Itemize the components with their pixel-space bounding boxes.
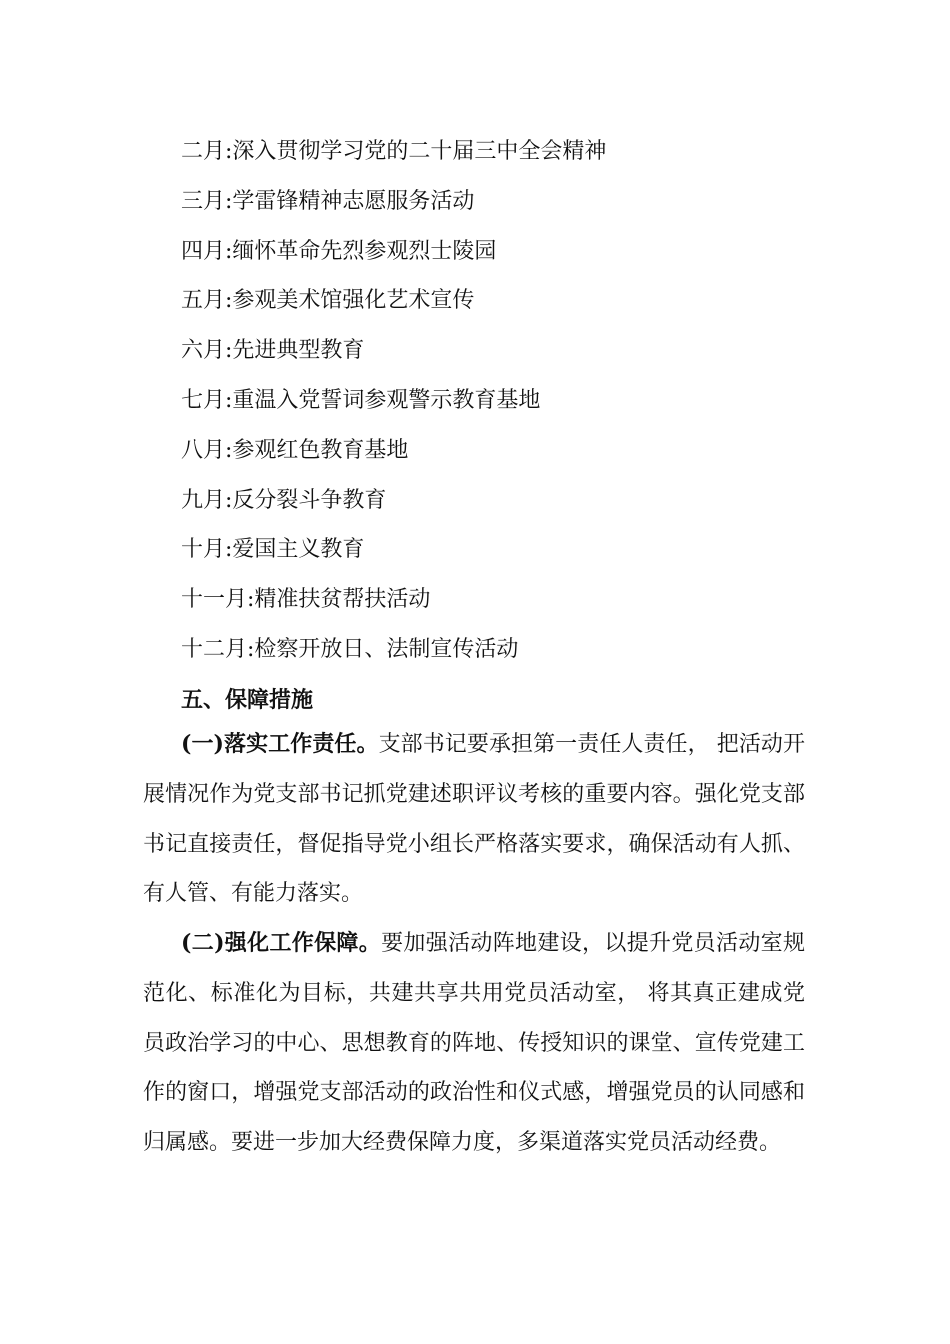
month-item-july: 七月:重温入党誓词参观警示教育基地	[181, 387, 541, 413]
paragraph-lead-title: (二)强化工作保障。	[181, 930, 382, 956]
month-item-march: 三月:学雷锋精神志愿服务活动	[181, 188, 475, 214]
month-item-november: 十一月:精准扶贫帮扶活动	[181, 587, 431, 613]
month-item-october: 十月:爱国主义教育	[181, 537, 365, 563]
paragraph-work-guarantee	[143, 919, 805, 1168]
paragraph-lead-title: (一)落实工作责任。	[181, 731, 379, 757]
paragraph-work-responsibility	[143, 720, 805, 919]
month-item-june: 六月:先进典型教育	[181, 338, 365, 364]
month-item-december: 十二月:检察开放日、法制宣传活动	[181, 636, 519, 662]
month-item-april: 四月:缅怀革命先烈参观烈士陵园	[181, 238, 497, 264]
monthly-activity-list	[181, 132, 821, 680]
month-item-august: 八月:参观红色教育基地	[181, 437, 409, 463]
paragraph-body-text: 支部书记要承担第一责任人责任， 把活动开展情况作为党支部书记抓党建述职评议考核的重要内容。强化党支部书记直接责任，督促指导党小组长严格落实要求，确保活动有人抓、有人管、有能力落实。	[143, 732, 805, 907]
month-item-september: 九月:反分裂斗争教育	[181, 487, 387, 513]
month-item-february: 二月:深入贯彻学习党的二十届三中全会精神	[181, 139, 607, 164]
paragraph-body-text: 要加强活动阵地建设，以提升党员活动室规范化、标准化为目标，共建共享共用党员活动室， 将其真正建成党员政治学习的中心、思想教育的阵地、传授知识的课堂、宣传党建工作的窗口，增强党支部活动的政治性和仪式感，增强党员的认同感和归属感。要进一步加大经费保障力度，多渠道落实党员活动经费。	[143, 931, 805, 1156]
section-heading-safeguards: 五、保障措施	[181, 687, 314, 713]
month-item-may: 五月:参观美术馆强化艺术宣传	[181, 288, 475, 314]
